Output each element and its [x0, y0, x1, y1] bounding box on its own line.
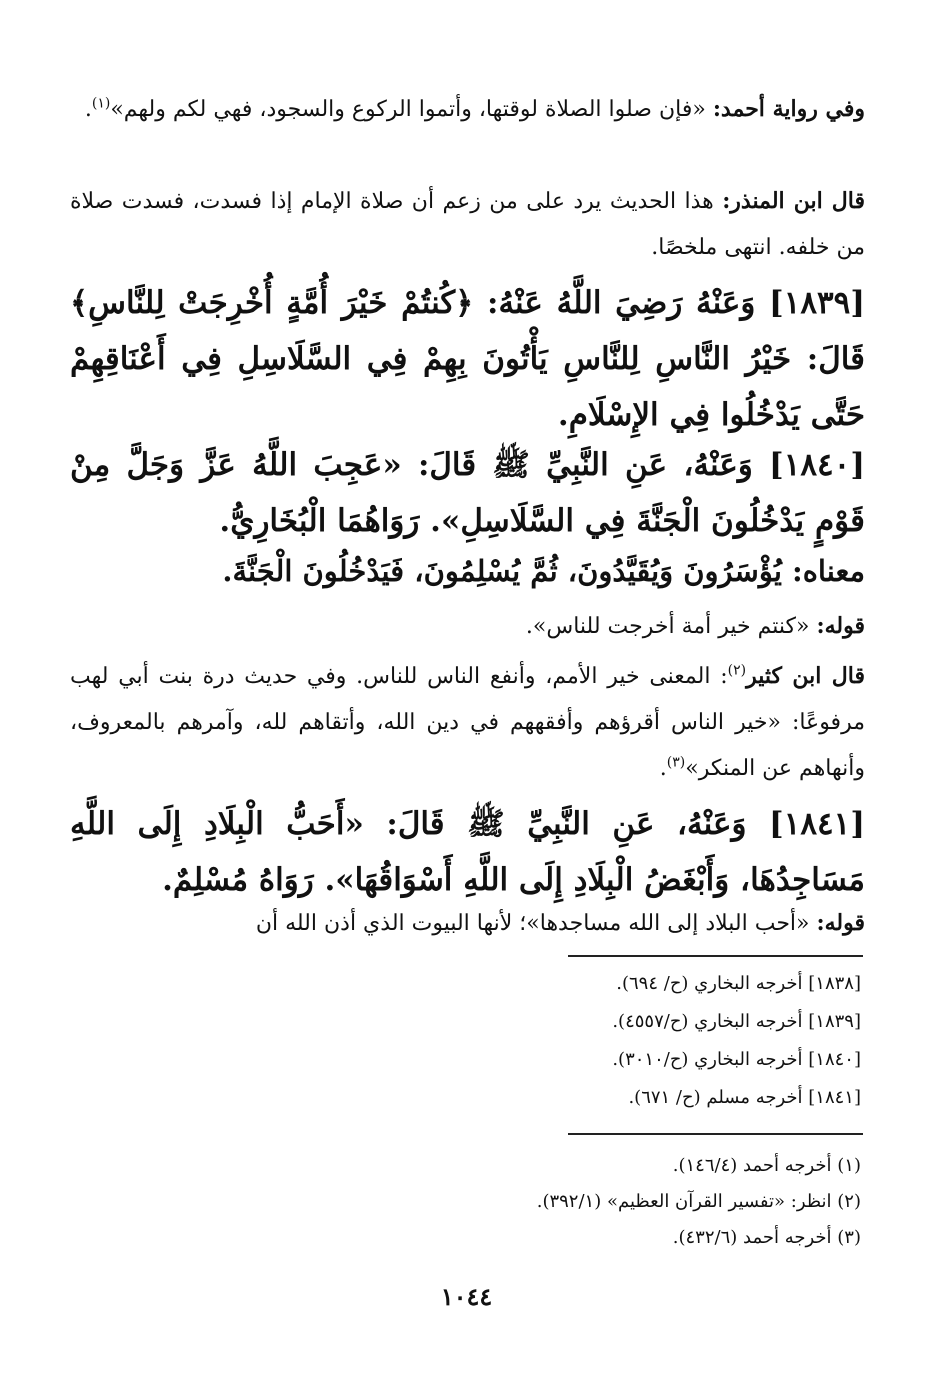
body-text: «كنتم خير أمة أخرجت للناس».: [525, 614, 817, 639]
footnote-ref: (٣): [666, 754, 686, 771]
lead-text: معناه:: [791, 554, 865, 588]
takhrij-1839: [١٨٣٩] أخرجه البخاري (ح/٤٥٥٧).: [612, 1011, 861, 1032]
lead-text: قوله:: [816, 910, 865, 936]
footnote-ref: (١): [91, 95, 111, 112]
body-text: : المعنى خير الأمم، وأنفع الناس للناس. وفي حديث درة بنت أبي لهب مرفوعًا: «خير الناس أقرؤهم وأفقههم في دين الله، وأتقاهم لله، وآمرهم بالمعروف، وأنهاهم عن المنكر»: [70, 664, 865, 781]
period: .: [84, 97, 92, 122]
hadith-1840: [١٨٤٠] وَعَنْهُ، عَنِ النَّبِيِّ ﷺ قَالَ: «عَجِبَ اللَّهُ عَزَّ وَجَلَّ مِنْ قَوْمٍ يَدْخُلُونَ الْجَنَّةَ فِي السَّلَاسِلِ». رَوَاهُمَا الْبُخَارِيُّ.: [70, 447, 865, 539]
takhrij-1841: [١٨٤١] أخرجه مسلم (ح/ ٦٧١).: [628, 1087, 861, 1108]
hadith-1841: [١٨٤١] وَعَنْهُ، عَنِ النَّبِيِّ ﷺ قَالَ: «أَحَبُّ الْبِلَادِ إِلَى اللَّهِ مَسَاجِدُهَا، وَأَبْغَضُ الْبِلَادِ إِلَى اللَّهِ أَسْوَاقُهَا». رَوَاهُ مُسْلِمٌ.: [70, 806, 865, 898]
meaning-paragraph: [70, 543, 865, 599]
footnote-1: (١) أخرجه أحمد (١٤٦/٤).: [672, 1155, 861, 1176]
footnote-ref: (٢): [727, 662, 747, 679]
body-text: «فإن صلوا الصلاة لوقتها، وأتموا الركوع والسجود، فهي لكم ولهم»: [110, 97, 713, 122]
lead-text: قوله:: [816, 613, 865, 639]
footnote-divider: [568, 1133, 863, 1135]
paragraph-ahmad-narration: [70, 86, 865, 133]
paragraph-ibn-almundhir: [70, 178, 865, 271]
lead-text: وفي رواية أحمد:: [712, 96, 865, 122]
period: .: [659, 756, 667, 781]
body-text: «أحب البلاد إلى الله مساجدها»؛ لأنها البيوت الذي أذن الله أن: [255, 911, 817, 936]
page-number: ١٠٤٤: [440, 1282, 493, 1311]
paragraph-qawluh-2: [70, 900, 865, 947]
paragraph-qawluh-1: [70, 603, 865, 650]
takhrij-1840: [١٨٤٠] أخرجه البخاري (ح/٣٠١٠).: [612, 1049, 861, 1070]
paragraph-ibn-kathir: [70, 653, 865, 792]
body-text: هذا الحديث يرد على من زعم أن صلاة الإمام إذا فسدت، فسدت صلاة من خلفه. انتهى ملخصًا.: [70, 189, 865, 260]
takhrij-divider: [568, 955, 863, 957]
footnote-2: (٢) انظر: «تفسير القرآن العظيم» (٣٩٢/١).: [536, 1191, 861, 1212]
footnote-3: (٣) أخرجه أحمد (٤٣٢/٦).: [672, 1227, 861, 1248]
body-text: يُؤْسَرُونَ وَيُقَيَّدُونَ، ثُمَّ يُسْلِمُونَ، فَيَدْخُلُونَ الْجَنَّةَ.: [222, 554, 792, 588]
hadith-1839: [١٨٣٩] وَعَنْهُ رَضِيَ اللَّهُ عَنْهُ: ﴿كُنتُمْ خَيْرَ أُمَّةٍ أُخْرِجَتْ لِلنَّاسِ﴾ قَالَ: خَيْرُ النَّاسِ لِلنَّاسِ يَأْتُونَ بِهِمْ فِي السَّلَاسِلِ فِي أَعْنَاقِهِمْ حَتَّى يَدْخُلُوا فِي الإِسْلَامِ.: [70, 285, 865, 433]
takhrij-1838: [١٨٣٨] أخرجه البخاري (ح/ ٦٩٤).: [616, 973, 861, 994]
lead-text: قال ابن كثير: [746, 663, 865, 689]
lead-text: قال ابن المنذر:: [722, 188, 865, 214]
